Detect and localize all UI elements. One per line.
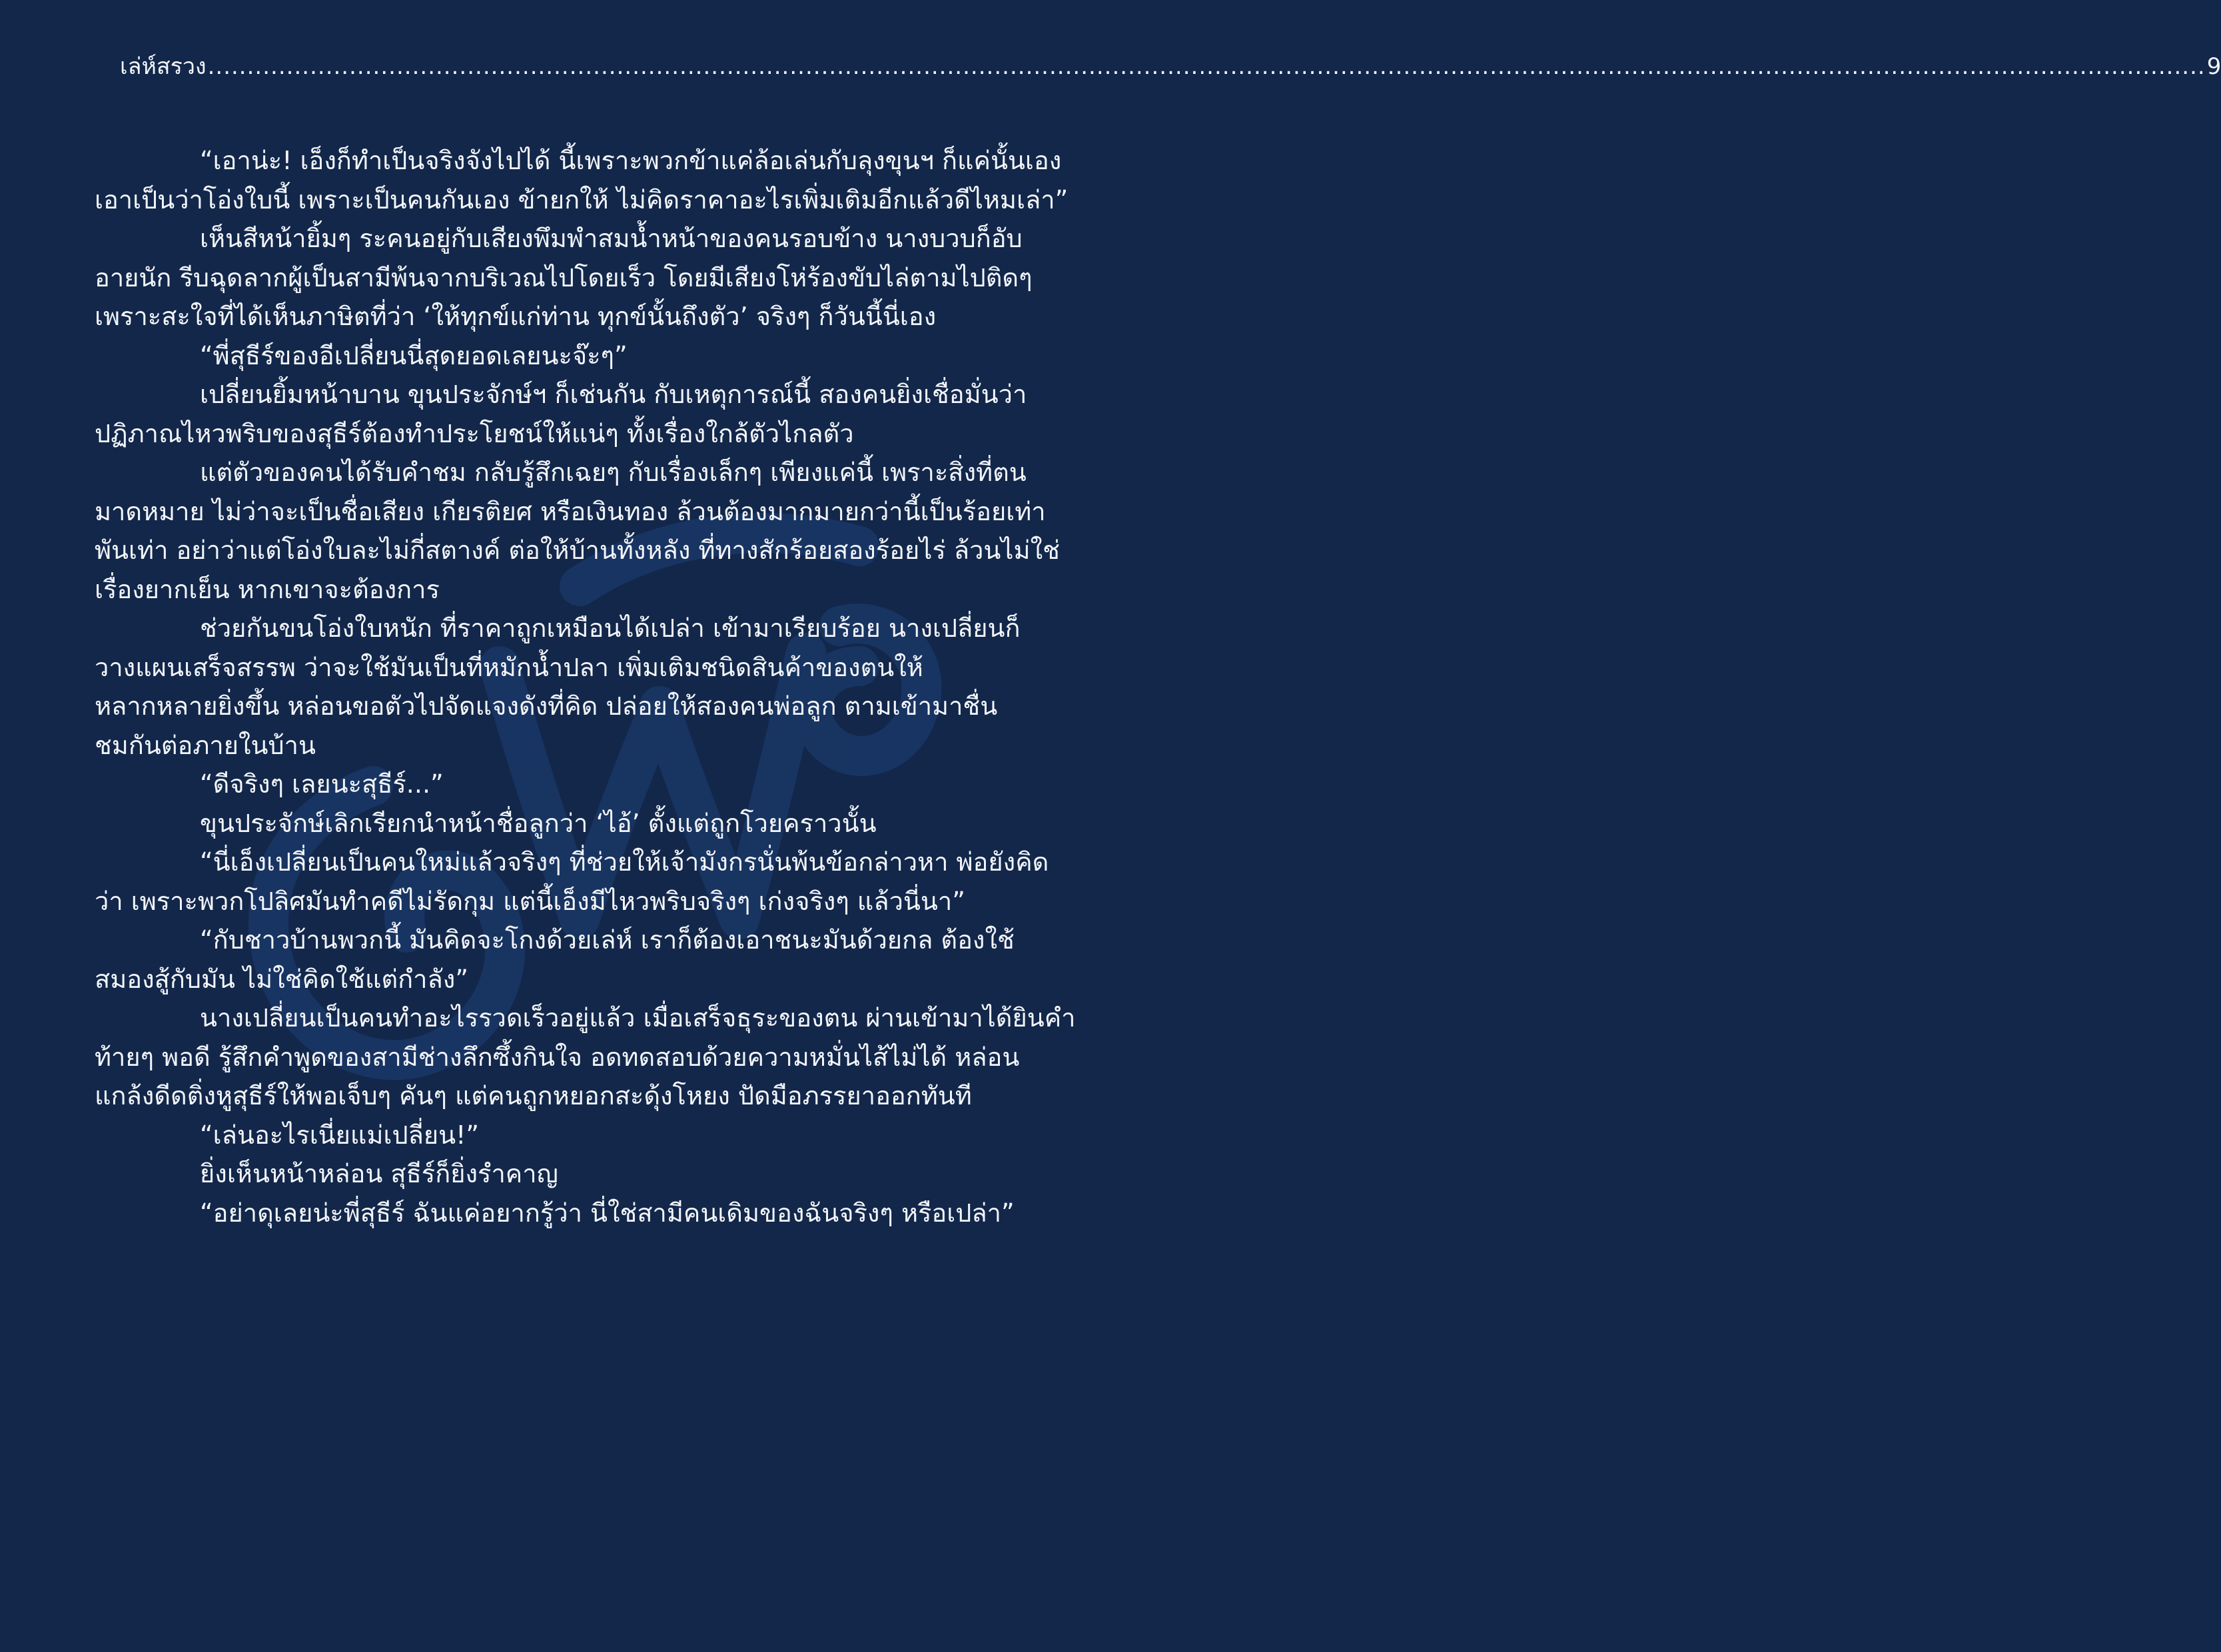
text-line: ว่า เพราะพวกโปลิศมันทำคดีไม่รัดกุม แต่นี้เอ็งมีไหวพริบจริงๆ เก่งจริงๆ แล้วนี่นา” <box>95 886 965 916</box>
body-text <box>95 141 1076 1232</box>
text-line: นางเปลี่ยนเป็นคนทำอะไรรวดเร็วอยู่แล้ว เมื่อเสร็จธุระของตน ผ่านเข้ามาได้ยินคำ <box>200 1003 1076 1032</box>
text-line: วางแผนเสร็จสรรพ ว่าจะใช้มันเป็นที่หมักน้ำปลา เพิ่มเติมชนิดสินค้าของตนให้ <box>95 652 923 682</box>
text-line: เปลี่ยนยิ้มหน้าบาน ขุนประจักษ์ฯ ก็เช่นกัน กับเหตุการณ์นี้ สองคนยิ่งเชื่อมั่นว่า <box>200 380 1027 409</box>
text-line: เพราะสะใจที่ได้เห็นภาษิตที่ว่า ‘ให้ทุกข์แก่ท่าน ทุกข์นั้นถึงตัว’ จริงๆ ก็วันนี้นี่เอง <box>95 302 937 331</box>
text-line: ขุนประจักษ์เลิกเรียกนำหน้าชื่อลูกว่า ‘ไอ้’ ตั้งแต่ถูกโวยคราวนั้น <box>200 808 877 838</box>
header-dot-leader: .............................................................................................................................................................................................................................................................. <box>207 53 2206 80</box>
page-header <box>120 48 2221 85</box>
text-line: ช่วยกันขนโอ่งใบหนัก ที่ราคาถูกเหมือนได้เปล่า เข้ามาเรียบร้อย นางเปลี่ยนก็ <box>200 614 1021 643</box>
text-line: พันเท่า อย่าว่าแต่โอ่งใบละไม่กี่สตางค์ ต่อให้บ้านทั้งหลัง ที่ทางสักร้อยสองร้อยไร่ ล้วนไม่ใช่ <box>95 536 1060 565</box>
text-line: “นี่เอ็งเปลี่ยนเป็นคนใหม่แล้วจริงๆ ที่ช่วยให้เจ้ามังกรนั่นพ้นข้อกล่าวหา พ่อยังคิด <box>200 847 1049 877</box>
text-line: “ดีจริงๆ เลยนะสุธีร์...” <box>200 769 444 799</box>
text-line: ท้ายๆ พอดี รู้สึกคำพูดของสามีช่างลึกซึ้งกินใจ อดทดสอบด้วยความหมั่นไส้ไม่ได้ หล่อน <box>95 1042 1020 1072</box>
text-line: หลากหลายยิ่งขึ้น หล่อนขอตัวไปจัดแจงดังที่คิด ปล่อยให้สองคนพ่อลูก ตามเข้ามาชื่น <box>95 691 998 721</box>
text-line: เรื่องยากเย็น หากเขาจะต้องการ <box>95 574 440 604</box>
text-line: ยิ่งเห็นหน้าหล่อน สุธีร์ก็ยิ่งรำคาญ <box>200 1159 558 1188</box>
text-line: อายนัก รีบฉุดลากผู้เป็นสามีพ้นจากบริเวณไปโดยเร็ว โดยมีเสียงโห่ร้องขับไล่ตามไปติดๆ <box>95 262 1033 292</box>
text-line: ชมกันต่อภายในบ้าน <box>95 730 316 760</box>
text-line: แต่ตัวของคนได้รับคำชม กลับรู้สึกเฉยๆ กับเรื่องเล็กๆ เพียงแค่นี้ เพราะสิ่งที่ตน <box>200 458 1027 487</box>
text-line: เอาเป็นว่าโอ่งใบนี้ เพราะเป็นคนกันเอง ข้ายกให้ ไม่คิดราคาอะไรเพิ่มเติมอีกแล้วดีไหมเล่า” <box>95 185 1069 214</box>
text-line: ปฏิภาณไหวพริบของสุธีร์ต้องทำประโยชน์ให้แน่ๆ ทั้งเรื่องใกล้ตัวไกลตัว <box>95 418 854 448</box>
text-line: “พี่สุธีร์ของอีเปลี่ยนนี่สุดยอดเลยนะจ๊ะๆ” <box>200 340 628 370</box>
text-line: มาดหมาย ไม่ว่าจะเป็นชื่อเสียง เกียรติยศ หรือเงินทอง ล้วนต้องมากมายกว่านี้เป็นร้อยเท่า <box>95 496 1046 526</box>
header-title: เล่ห์สรวง <box>120 53 207 80</box>
text-line: เห็นสีหน้ายิ้มๆ ระคนอยู่กับเสียงพึมพำสมน้ำหน้าของคนรอบข้าง นางบวบก็อับ <box>200 224 1023 253</box>
text-line: แกล้งดีดติ่งหูสุธีร์ให้พอเจ็บๆ คันๆ แต่คนถูกหยอกสะดุ้งโหยง ปัดมือภรรยาออกทันที <box>95 1081 972 1110</box>
text-line: “อย่าดุเลยน่ะพี่สุธีร์ ฉันแค่อยากรู้ว่า นี่ใช่สามีคนเดิมของฉันจริงๆ หรือเปล่า” <box>200 1198 1015 1228</box>
text-line: “เล่นอะไรเนี่ยแม่เปลี่ยน!” <box>200 1120 480 1150</box>
text-line: “เอาน่ะ! เอ็งก็ทำเป็นจริงจังไปได้ นี้เพราะพวกข้าแค่ล้อเล่นกับลุงขุนฯ ก็แค่นั้นเอง <box>200 146 1062 175</box>
text-line: “กับชาวบ้านพวกนี้ มันคิดจะโกงด้วยเล่ห์ เราก็ต้องเอาชนะมันด้วยกล ต้องใช้ <box>200 925 1015 955</box>
text-line: สมองสู้กับมัน ไม่ใช่คิดใช้แต่กำลัง” <box>95 964 469 994</box>
page-number: 9 <box>2206 53 2221 80</box>
